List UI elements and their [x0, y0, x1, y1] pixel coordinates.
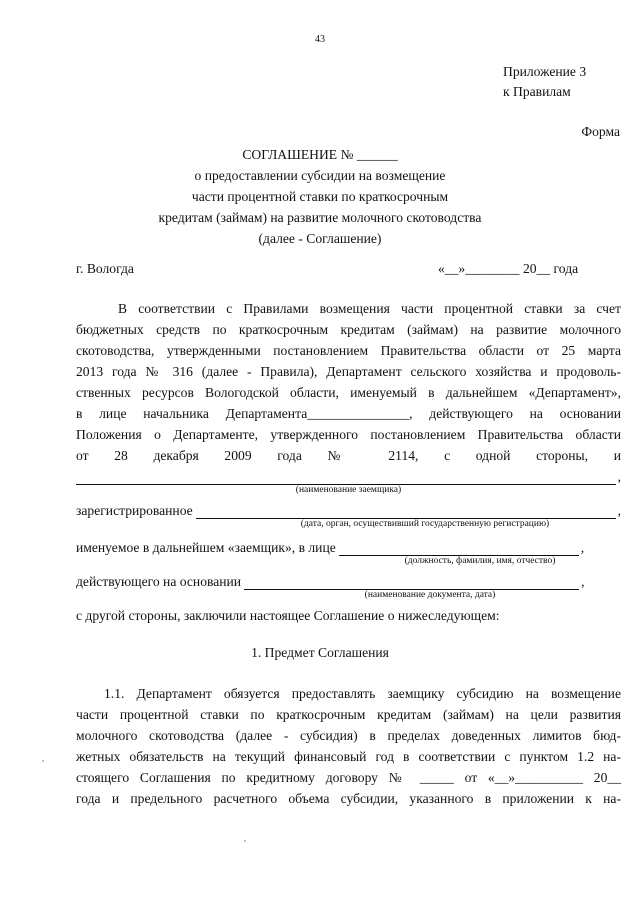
section-1-title: 1. Предмет Соглашения [251, 645, 389, 660]
acting-label: действующего на основании [76, 574, 242, 589]
acting-comma: , [581, 574, 585, 589]
named-row [76, 536, 621, 556]
preamble-line: 2013 года № 316 (далее - Правила), Департамент сельского хозяйства и продоволь- [76, 364, 621, 379]
city: г. Вологда [76, 261, 134, 276]
scan-speck [42, 760, 44, 762]
title-line-3: части процентной ставки по краткосрочным [191, 189, 449, 204]
appendix-line-2: к Правилам [503, 84, 571, 99]
named-comma: , [580, 540, 585, 555]
title-line-4: кредитам (займам) на развитие молочного скотоводства [158, 210, 482, 225]
borrower-name-blank[interactable] [76, 471, 616, 485]
acting-blank[interactable] [244, 576, 579, 590]
preamble-line: скотоводства, утвержденными постановлением Правительства области от 25 марта [76, 343, 621, 358]
preamble-line: Положения о Департаменте, утвержденного постановлением Правительства области [76, 427, 621, 442]
closing-line: с другой стороны, заключили настоящее Соглашение о нижеследующем: [76, 608, 500, 623]
section-1-line: года и предельного расчетного объема субсидии, указанного в приложении к на- [76, 791, 621, 806]
preamble-line: В соответствии с Правилами возмещения части процентной ставки за счет [118, 301, 621, 316]
title-line-1: СОГЛАШЕНИЕ № ______ [242, 147, 398, 162]
preamble-paragraph [76, 298, 621, 466]
appendix-note [503, 62, 586, 102]
preamble-line: ственных ресурсов Вологодской области, именуемый в дальнейшем «Департамент», [76, 385, 621, 400]
named-blank[interactable] [339, 542, 579, 556]
date-field: «__»________ 20__ года [438, 261, 579, 276]
registered-blank[interactable] [196, 505, 616, 519]
preamble-line: от 28 декабря 2009 года № 2114, с одной стороны, и [76, 448, 621, 463]
acting-caption: (наименование документа, дата) [364, 590, 496, 600]
preamble-line: в лице начальника Департамента_______________, действующего на основании [76, 406, 621, 421]
title-line-5: (далее - Соглашение) [258, 231, 382, 246]
document-title [60, 144, 580, 249]
acting-row [76, 570, 621, 590]
preamble-line: бюджетных средств по краткосрочным кредитам (займам) на развитие молочного [76, 322, 621, 337]
title-line-2: о предоставлении субсидии на возмещение [194, 168, 446, 183]
form-label: Форма [581, 124, 620, 139]
registered-row [76, 499, 621, 519]
section-1-line: жетных обязательств на текущий финансовый год в соответствии с пунктом 1.2 на- [76, 749, 621, 764]
named-label: именуемое в дальнейшем «заемщик», в лице [76, 540, 336, 555]
section-1-paragraph [76, 683, 621, 809]
borrower-name-row [76, 465, 621, 485]
section-1-line: 1.1. Департамент обязуется предоставлять заемщику субсидию на возмещение [104, 686, 621, 701]
section-1-line: молочного скотоводства (далее - субсидия) в пределах доведенных лимитов бюд- [76, 728, 621, 743]
section-1-line: стоящего Соглашения по кредитному договору № _____ от «__»__________ 20__ [76, 770, 621, 785]
borrower-name-comma: , [617, 469, 621, 484]
named-caption: (должность, фамилия, имя, отчество) [404, 556, 556, 566]
scan-speck [244, 840, 246, 842]
borrower-name-caption: (наименование заемщика) [295, 485, 402, 495]
section-1-line: части процентной ставки по краткосрочным кредитам (займам) на цели развития [76, 707, 621, 722]
registered-caption: (дата, орган, осуществивший государственную регистрацию) [300, 519, 550, 529]
page-number: 43 [315, 34, 325, 45]
registered-label: зарегистрированное [76, 503, 193, 518]
appendix-line-1: Приложение 3 [503, 64, 587, 79]
registered-comma: , [617, 503, 621, 518]
